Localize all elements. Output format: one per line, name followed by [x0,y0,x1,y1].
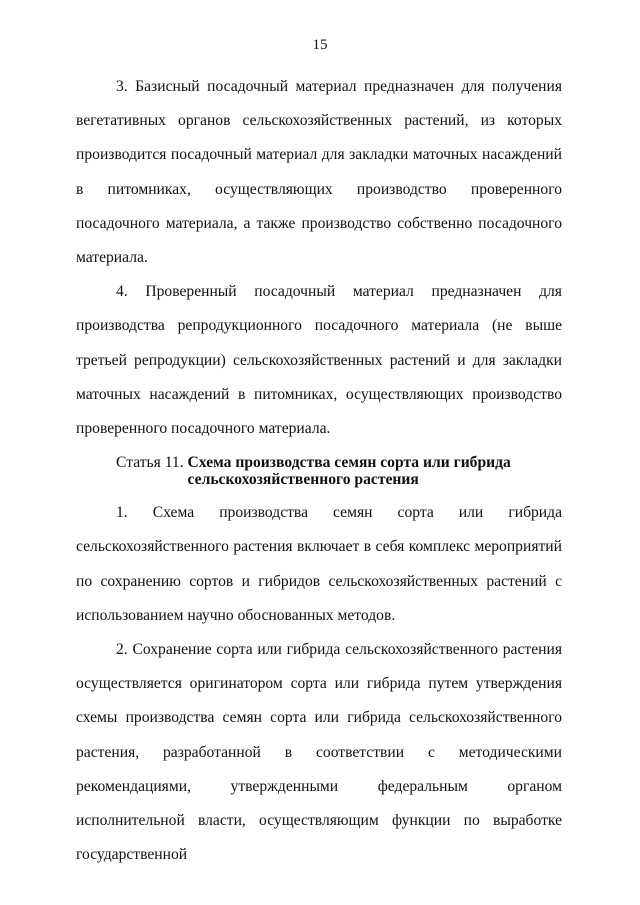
article-heading [76,446,562,496]
page-number: 15 [312,37,328,53]
paragraph-4: 4. Проверенный посадочный материал предназначен для производства репродукционного посадочного материала (не выше третьей репродукции) сельскохозяйственных растений и для закладки маточных насаждений в питомниках, осуществляющих производство проверенного посадочного материала. [76,283,562,438]
article-label: Статья 11. [116,454,188,472]
article-paragraph-1: 1. Схема производства семян сорта или гибрида сельскохозяйственного растения включает в себя комплекс мероприятий по сохранению сортов и гибридов сельскохозяйственных растений с использованием научно обоснованных методов. [76,504,562,624]
article-paragraph-2: 2. Сохранение сорта или гибрида сельскохозяйственного растения осуществляется оригинатором сорта или гибрида путем утверждения схемы производства семян сорта или гибрида сельскохозяйственного растения, разработанной в соответствии с методическими рекомендациями, утвержденными федеральным органом исполнительной власти, осуществляющим функции по выработке государственной [76,641,562,864]
document-body [76,70,562,872]
paragraph-3: 3. Базисный посадочный материал предназначен для получения вегетативных органов сельскохозяйственных растений, из которых производится посадочный материал для закладки маточных насаждений в питомниках, осуществляющих производство проверенного посадочного материала, а также производство собственно посадочного материала. [76,78,562,267]
article-title: Схема производства семян сорта или гибрида сельскохозяйственного растения [187,454,511,489]
